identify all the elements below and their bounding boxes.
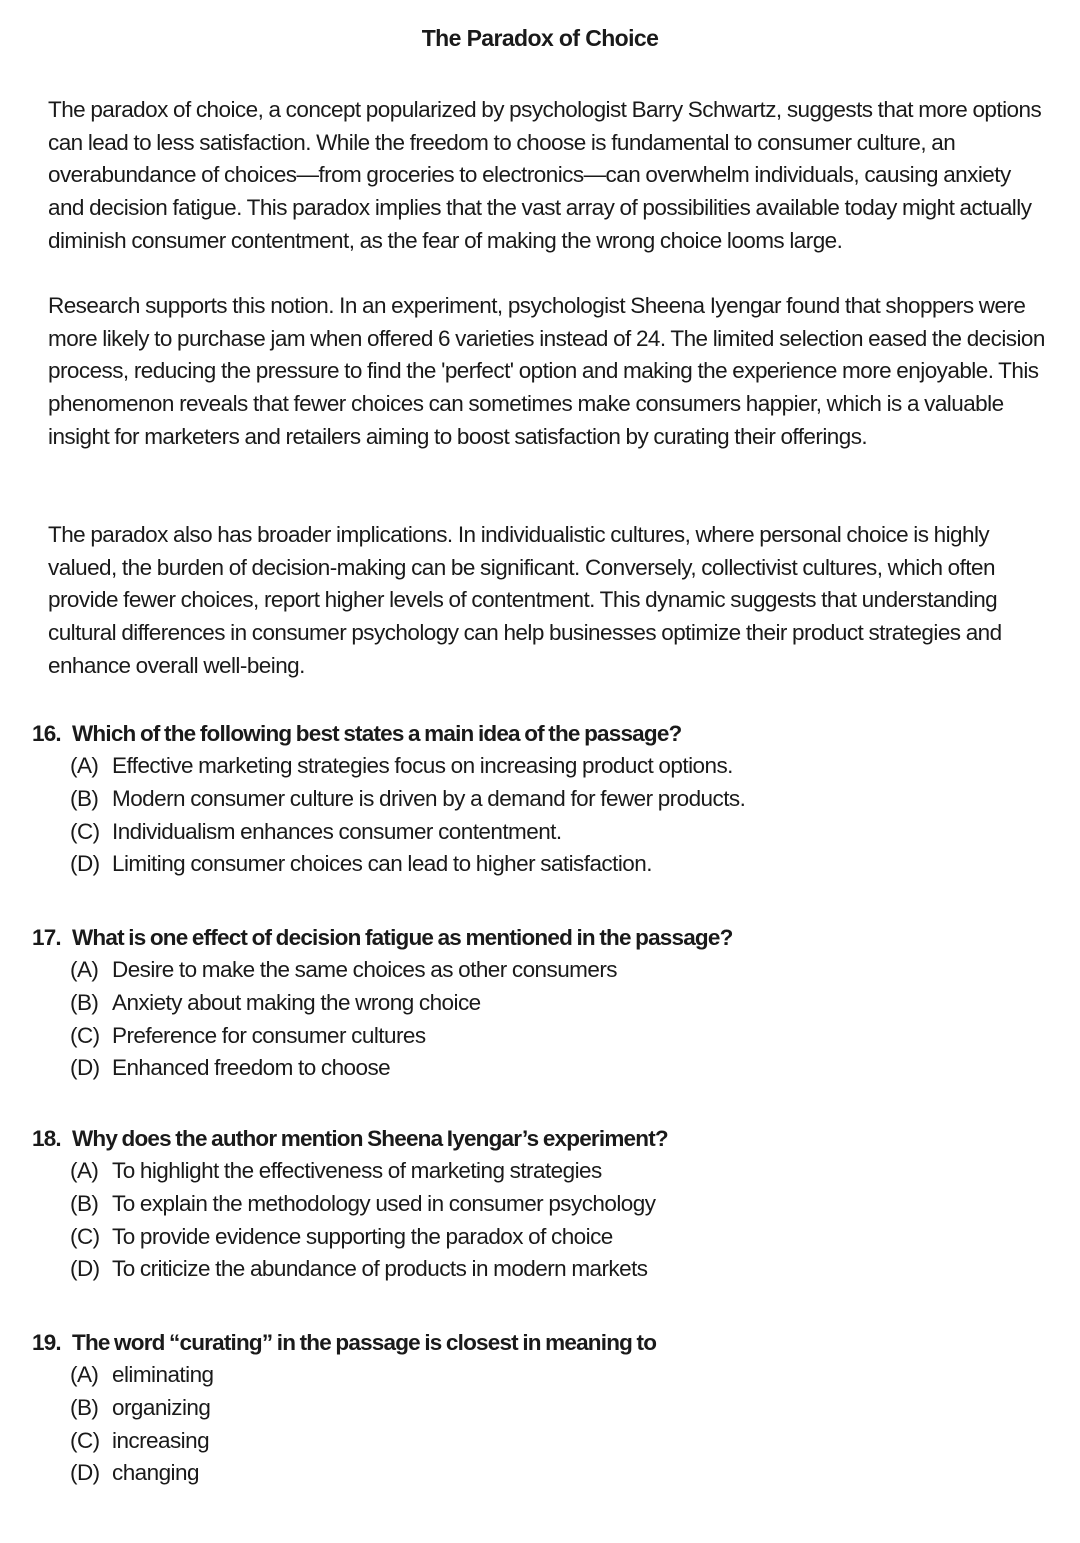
option-text: To explain the methodology used in consumer psychology [112, 1190, 656, 1216]
option-text: Limiting consumer choices can lead to higher satisfaction. [112, 851, 652, 877]
passage-paragraph-1: The paradox of choice, a concept popularized by psychologist Barry Schwartz, suggests that more options can lead to less satisfaction. While the freedom to choose is fundamental to consumer culture, an overabundance of choices—from groceries to electronics—can overwhelm individuals, causing anxiety and decision fatigue. This paradox implies that the vast array of possibilities available today might actually diminish consumer contentment, as the fear of making the wrong choice looms large. [48, 97, 1042, 253]
answer-option-b[interactable] [70, 1392, 1052, 1425]
option-letter: (D) [70, 1460, 100, 1486]
option-text: changing [112, 1460, 199, 1486]
answer-option-a[interactable] [70, 1359, 1052, 1392]
option-text: Individualism enhances consumer contentment. [112, 818, 562, 844]
option-text: Desire to make the same choices as other consumers [112, 957, 617, 982]
option-text: Anxiety about making the wrong choice [112, 989, 481, 1015]
answer-options [32, 1155, 1052, 1286]
question-number: 16. [32, 721, 61, 746]
option-text: increasing [112, 1427, 210, 1453]
answer-option-d[interactable] [70, 1457, 1052, 1490]
option-text: Modern consumer culture is driven by a demand for fewer products. [112, 785, 746, 811]
option-letter: (A) [70, 753, 99, 778]
question-number: 19. [32, 1330, 61, 1355]
option-text: Effective marketing strategies focus on increasing product options. [112, 753, 733, 778]
answer-option-a[interactable] [70, 954, 1052, 987]
question-stem [32, 1326, 1052, 1359]
option-letter: (D) [70, 1256, 100, 1282]
option-text: To highlight the effectiveness of marketing strategies [112, 1158, 602, 1183]
passage-paragraph-3: The paradox also has broader implications. In individualistic cultures, where personal choice is highly valued, the burden of decision-making can be significant. Conversely, collectivist cultures, which often provide fewer choices, report higher levels of contentment. This dynamic suggests that understanding cultural differences in consumer psychology can help businesses optimize their product strategies and enhance overall well-being. [48, 522, 1002, 678]
option-text: eliminating [112, 1362, 214, 1387]
option-text: To criticize the abundance of products in modern markets [112, 1256, 648, 1282]
option-letter: (D) [70, 1055, 100, 1081]
answer-option-d[interactable] [70, 848, 1052, 881]
answer-options [32, 1359, 1052, 1490]
question-stem [32, 717, 1052, 750]
answer-option-c[interactable] [70, 816, 1052, 849]
option-letter: (C) [70, 1427, 100, 1453]
option-letter: (B) [70, 989, 99, 1015]
option-text: To provide evidence supporting the paradox of choice [112, 1223, 613, 1249]
option-letter: (A) [70, 1362, 99, 1387]
option-letter: (A) [70, 957, 99, 982]
question-text: What is one effect of decision fatigue as mentioned in the passage? [72, 925, 733, 950]
answer-option-a[interactable] [70, 1155, 1052, 1188]
answer-option-d[interactable] [70, 1253, 1052, 1286]
question-text: Which of the following best states a main idea of the passage? [72, 721, 682, 746]
answer-option-c[interactable] [70, 1221, 1052, 1254]
question-stem [32, 1122, 1052, 1155]
answer-option-c[interactable] [70, 1020, 1052, 1053]
question-text: The word “curating” in the passage is closest in meaning to [72, 1330, 657, 1355]
option-text: Preference for consumer cultures [112, 1022, 426, 1048]
question-16 [32, 717, 1052, 881]
question-number: 18. [32, 1126, 61, 1151]
question-text: Why does the author mention Sheena Iyengar’s experiment? [72, 1126, 668, 1151]
answer-option-d[interactable] [70, 1052, 1052, 1085]
answer-option-b[interactable] [70, 783, 1052, 816]
question-number: 17. [32, 925, 61, 950]
option-letter: (B) [70, 1190, 99, 1216]
question-18 [32, 1122, 1052, 1286]
question-19 [32, 1326, 1052, 1490]
option-letter: (B) [70, 1394, 99, 1420]
answer-option-c[interactable] [70, 1425, 1052, 1458]
question-stem [32, 921, 1052, 954]
passage-paragraph-2: Research supports this notion. In an experiment, psychologist Sheena Iyengar found that shoppers were more likely to purchase jam when offered 6 varieties instead of 24. The limited selection eased the decision process, reducing the pressure to find the 'perfect' option and making the experience more enjoyable. This phenomenon reveals that fewer choices can sometimes make consumers happier, which is a valuable insight for marketers and retailers aiming to boost satisfaction by curating their offerings. [48, 293, 1045, 449]
option-letter: (B) [70, 785, 99, 811]
answer-option-b[interactable] [70, 987, 1052, 1020]
page-title: The Paradox of Choice [421, 25, 659, 51]
answer-options [32, 750, 1052, 881]
answer-option-b[interactable] [70, 1188, 1052, 1221]
option-letter: (C) [70, 818, 100, 844]
question-17 [32, 921, 1052, 1085]
answer-options [32, 954, 1052, 1085]
option-letter: (C) [70, 1223, 100, 1249]
option-letter: (C) [70, 1022, 100, 1048]
option-text: organizing [112, 1394, 211, 1420]
answer-option-a[interactable] [70, 750, 1052, 783]
option-letter: (A) [70, 1158, 99, 1183]
option-text: Enhanced freedom to choose [112, 1055, 391, 1081]
option-letter: (D) [70, 851, 100, 877]
